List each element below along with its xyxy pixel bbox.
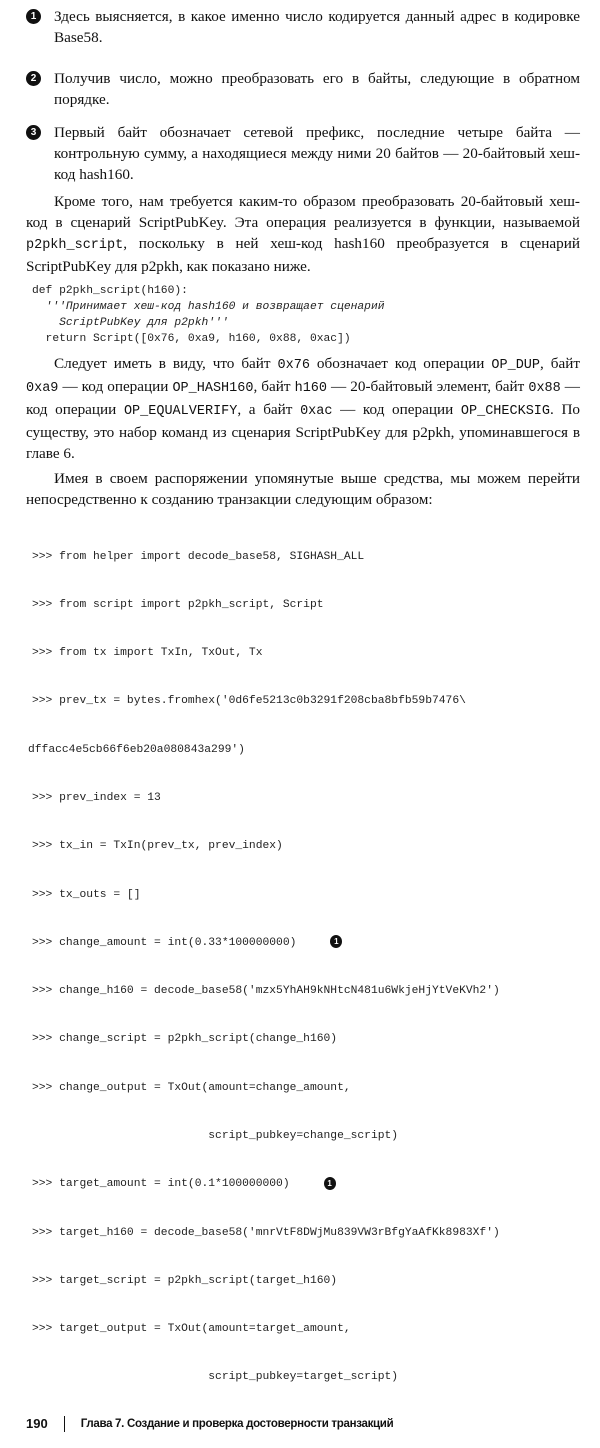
callout-text: Здесь выясняется, в какое именно число кодируется данный адрес в кодировке Base58. (54, 8, 580, 46)
inline-code: 0xa9 (26, 381, 59, 397)
inline-code: 0x76 (277, 358, 310, 374)
inline-code: 0xac (300, 404, 333, 420)
code-line: >>> from tx import TxIn, TxOut, Tx (32, 647, 263, 660)
code-line: >>> prev_tx = bytes.fromhex('0d6fe5213c0b3291f208cba8bfb59b7476\ (32, 695, 466, 708)
inline-code: OP_HASH160 (172, 381, 254, 397)
code-line (32, 1176, 580, 1192)
code-line (32, 935, 580, 951)
code-text: >>> change_amount = int(0.33*100000000) (32, 936, 297, 949)
code-line: dffacc4e5cb66f6eb20a080843a299') (28, 743, 245, 756)
code-line: script_pubkey=change_script) (32, 1129, 399, 1142)
page-footer (26, 1402, 580, 1432)
code-line: return Script([0x76, 0xa9, h160, 0x88, 0xac]) (32, 333, 351, 346)
code-line: >>> target_output = TxOut(amount=target_amount, (32, 1323, 351, 1336)
code-line: >>> target_h160 = decode_base58('mnrVtF8DWjMu839VW3rBfgYaAfKk8983Xf') (32, 1226, 500, 1239)
code-line: >>> target_script = p2pkh_script(target_h160) (32, 1274, 338, 1287)
text: , поскольку в ней хеш-код hash160 преобразуется в сценарий ScriptPubKey для p2pkh, как показано ниже. (26, 235, 580, 275)
text: обозначает код операции (309, 355, 492, 373)
code-block-1 (32, 283, 580, 347)
callout-marker-icon: 1 (324, 1177, 336, 1190)
paragraph-3: Имея в своем распоряжении упомянутые выше средства, мы можем перейти непосредственно к созданию транзакции следующим образом: (26, 470, 580, 509)
paragraph-1 (26, 191, 580, 277)
callout-marker-icon: 1 (330, 935, 342, 948)
text: — код операции (26, 378, 580, 419)
footer-divider (64, 1416, 65, 1432)
code-line: script_pubkey=target_script) (32, 1371, 399, 1384)
text: . По существу, это набор команд из сценария ScriptPubKey для p2pkh, упоминавшегося в главе 6. (26, 401, 581, 463)
inline-code: OP_DUP (491, 358, 540, 374)
code-line: >>> tx_in = TxIn(prev_tx, prev_index) (32, 840, 283, 853)
code-line: >>> from helper import decode_base58, SIGHASH_ALL (32, 550, 365, 563)
code-line: >>> change_h160 = decode_base58('mzx5YhAH9kNHtcN481u6WkjeHjYtVeKVh2') (32, 985, 500, 998)
code-line: >>> change_output = TxOut(amount=change_amount, (32, 1081, 351, 1094)
text: — код операции (58, 378, 173, 396)
chapter-title: Глава 7. Создание и проверка достоверности транзакций (80, 1417, 394, 1430)
callout-text: Первый байт обозначает сетевой префикс, последние четыре байта — контрольную сумму, а находящиеся между ними 20 байтов — 20-байтовый хеш-код hash160. (54, 124, 580, 183)
callout-marker-icon: 1 (26, 9, 41, 24)
code-text: >>> target_amount = int(0.1*100000000) (32, 1178, 290, 1191)
text: , байт (253, 378, 295, 396)
code-line: >>> change_script = p2pkh_script(change_h160) (32, 1033, 338, 1046)
code-line: '''Принимает хеш-код hash160 и возвращает сценарий (32, 301, 385, 314)
callout-item (26, 6, 580, 48)
text: Кроме того, нам требуется каким-то образом преобразовать 20-байтовый хеш-код в сценарий ScriptPubKey. Эта операция реализуется в функции, называемой (26, 193, 580, 231)
inline-code: h160 (294, 381, 327, 397)
code-line: >>> prev_index = 13 (32, 791, 161, 804)
text: , а байт (237, 401, 301, 419)
callout-text: Получив число, можно преобразовать его в байты, следующие в обратном порядке. (54, 70, 580, 108)
code-line: >>> tx_outs = [] (32, 888, 141, 901)
callout-marker-icon: 2 (26, 71, 41, 86)
callout-marker-icon: 3 (26, 125, 41, 140)
code-line: >>> from script import p2pkh_script, Script (32, 598, 324, 611)
page-number: 190 (26, 1416, 48, 1432)
callout-list (26, 6, 580, 185)
callout-item (26, 122, 580, 185)
inline-code: OP_CHECKSIG (460, 404, 551, 420)
code-block-2 (28, 516, 580, 1401)
text: , байт (540, 355, 580, 373)
code-line: def p2pkh_script(h160): (32, 285, 188, 297)
inline-code: OP_EQUALVERIFY (123, 404, 238, 420)
paragraph-2 (26, 353, 580, 464)
text: Следует иметь в виду, что байт (54, 355, 278, 373)
code-line: ScriptPubKey для p2pkh''' (32, 317, 229, 330)
text: — код операции (332, 401, 461, 419)
inline-code: p2pkh_script (26, 238, 124, 253)
inline-code: 0x88 (528, 381, 561, 397)
callout-item (26, 68, 580, 110)
text: — 20-байтовый элемент, байт (327, 378, 529, 396)
